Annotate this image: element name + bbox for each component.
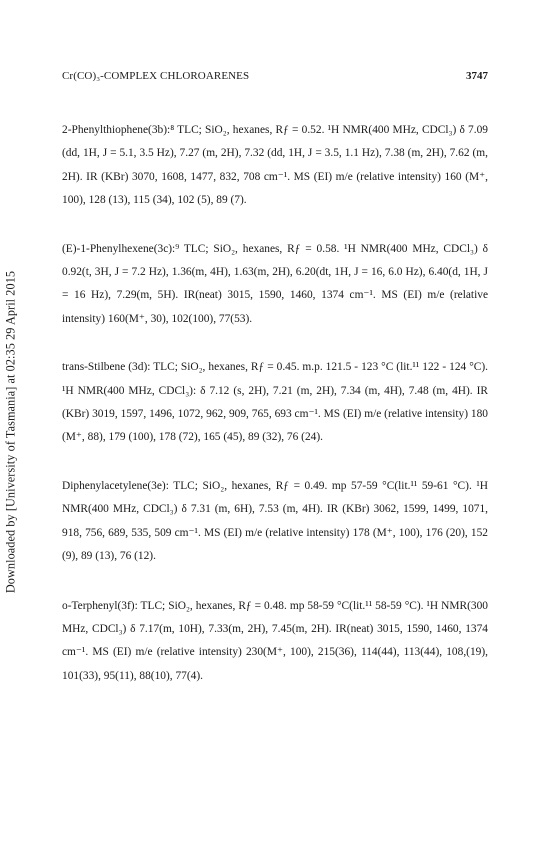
compound-entry-3d: trans-Stilbene (3d): TLC; SiO₂, hexanes, Rƒ = 0.45. m.p. 121.5 - 123 °C (lit.¹¹ 122 - 124 °C). ¹H NMR(400 MHz, CDCl₃): δ 7.12 (s, 2H), 7.21 (m, 2H), 7.34 (m, 4H), 7.48 (m, 4H). IR (KBr) 3019, 1597, 1496, 1072, 962, 909, 765, 693 cm⁻¹. MS (EI) m/e (relative intensity) 180 (M⁺, 88), 179 (100), 178 (72), 165 (45), 89 (32), 76 (24). [62, 361, 488, 444]
compound-entry-3c: (E)-1-Phenylhexene(3c):⁹ TLC; SiO₂, hexanes, Rƒ = 0.58. ¹H NMR(400 MHz, CDCl₃) δ 0.92(t, 3H, J = 7.2 Hz), 1.36(m, 4H), 1.63(m, 2H), 6.20(dt, 1H, J = 16, 6.0 Hz), 6.40(d, 1H, J = 16 Hz), 7.29(m, 5H). IR(neat) 3015, 1590, 1460, 1374 cm⁻¹. MS (EI) m/e (relative intensity) 160(M⁺, 30), 102(100), 77(53). [62, 242, 488, 325]
compound-entry-3e: Diphenylacetylene(3e): TLC; SiO₂, hexanes, Rƒ = 0.49. mp 57-59 °C(lit.¹¹ 59-61 °C). ¹H NMR(400 MHz, CDCl₃) δ 7.31 (m, 6H), 7.53 (m, 4H). IR (KBr) 3062, 1599, 1499, 1071, 918, 756, 689, 535, 509 cm⁻¹. MS (EI) m/e (relative intensity) 178 (M⁺, 100), 176 (20), 152 (9), 89 (13), 76 (12). [62, 479, 488, 563]
page-header [62, 66, 488, 86]
compound-entry-3b: 2-Phenylthiophene(3b):⁸ TLC; SiO₂, hexanes, Rƒ = 0.52. ¹H NMR(400 MHz, CDCl₃) δ 7.09 (dd, 1H, J = 5.1, 3.5 Hz), 7.27 (m, 2H), 7.32 (dd, 1H, J = 3.5, 1.1 Hz), 7.38 (m, 2H), 7.62 (m, 2H). IR (KBr) 3070, 1608, 1477, 832, 708 cm⁻¹. MS (EI) m/e (relative intensity) 160 (M⁺, 100), 128 (13), 115 (34), 102 (5), 89 (7). [62, 124, 488, 207]
journal-page [62, 66, 488, 688]
download-notice-sidebar [0, 0, 22, 864]
running-head: Cr(CO)₃-COMPLEX CHLOROARENES [62, 70, 250, 82]
page-number: 3747 [466, 70, 488, 82]
compound-entry-3f: o-Terphenyl(3f): TLC; SiO₂, hexanes, Rƒ = 0.48. mp 58-59 °C(lit.¹¹ 58-59 °C). ¹H NMR(300 MHz, CDCl₃) δ 7.17(m, 10H), 7.33(m, 2H), 7.45(m, 2H). IR(neat) 3015, 1590, 1460, 1374 cm⁻¹. MS (EI) m/e (relative intensity) 230(M⁺, 100), 215(36), 114(44), 113(44), 108,(19), 101(33), 95(11), 88(10), 77(4). [62, 599, 488, 682]
download-notice: Downloaded by [University of Tasmania] at 02:35 29 April 2015 [3, 270, 18, 594]
